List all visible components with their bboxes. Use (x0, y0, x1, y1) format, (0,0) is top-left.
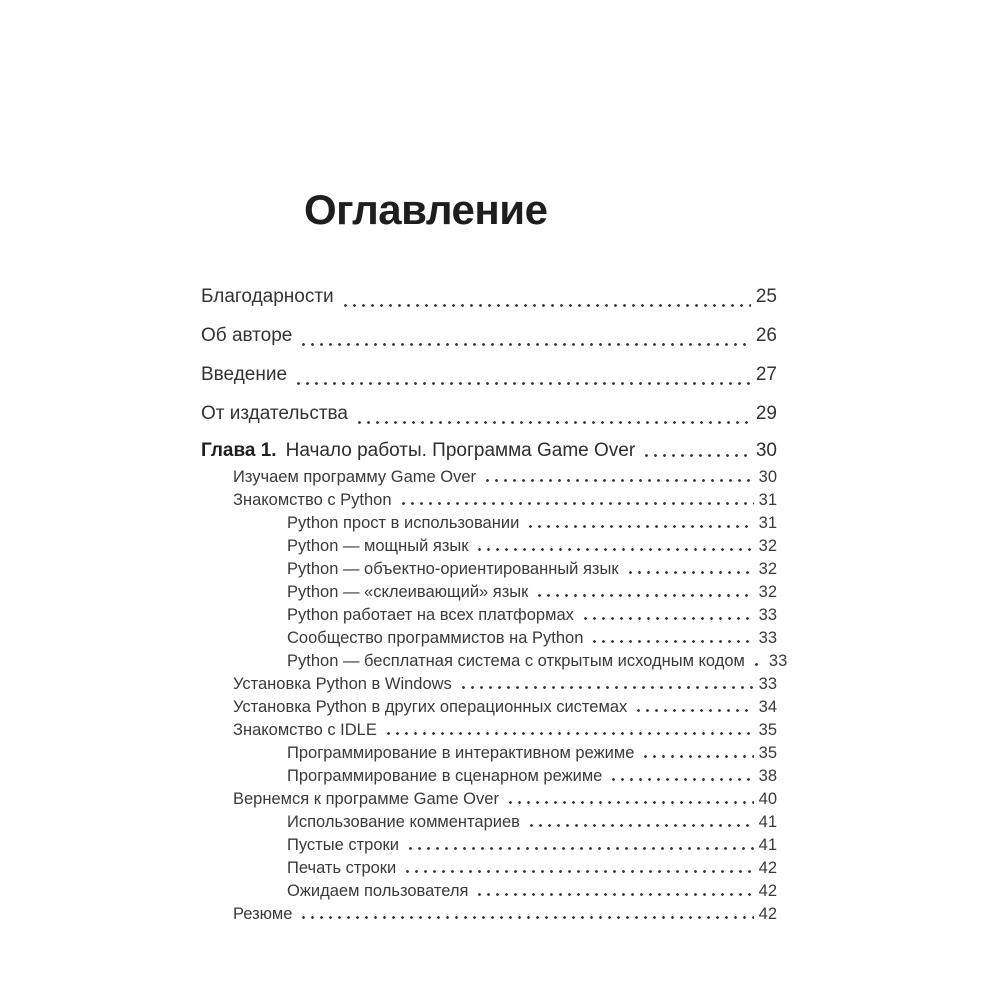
toc-entry-label: Сообщество программистов на Python (287, 629, 584, 647)
toc-entry-label: Установка Python в других операционных системах (233, 698, 628, 716)
toc-entry (201, 604, 777, 627)
toc-entry (201, 765, 777, 788)
toc-entry (201, 742, 777, 765)
toc-entry (201, 466, 777, 489)
toc-entry-page: 35 (758, 721, 777, 739)
dot-leader (752, 650, 764, 673)
toc-entry-label: Python — бесплатная система с открытым исходным кодом (287, 652, 745, 670)
toc-entry-label: Резюме (233, 905, 293, 923)
dot-leader (384, 719, 754, 742)
toc-chapter-heading (201, 436, 777, 466)
dot-leader (609, 765, 753, 788)
toc-entry-label: Знакомство с Python (233, 491, 392, 509)
toc-entry-page: 41 (758, 813, 777, 831)
toc-entry (201, 512, 777, 535)
toc-entry (201, 650, 788, 673)
toc-entry (201, 903, 777, 926)
toc-entry-page: 38 (758, 767, 777, 785)
dot-leader (299, 903, 753, 926)
toc-entry-label: Введение (201, 363, 288, 385)
dot-leader (634, 696, 753, 719)
dot-leader (506, 788, 754, 811)
toc-entry-label: Python работает на всех платформах (287, 606, 574, 624)
toc-entry-label: Программирование в интерактивном режиме (287, 744, 635, 762)
toc-entry-label: Пустые строки (287, 836, 399, 854)
toc-entry-page: 30 (755, 440, 777, 461)
toc-entry-page: 30 (758, 468, 777, 486)
dot-leader (526, 512, 753, 535)
toc-entry-page: 29 (755, 402, 777, 424)
toc-entry-label: Python — мощный язык (287, 537, 469, 555)
dot-leader (642, 436, 751, 466)
dot-leader (406, 834, 754, 857)
toc-entry-label: Использование комментариев (287, 813, 520, 831)
toc-entry-page: 40 (758, 790, 777, 808)
toc-entry (201, 316, 777, 355)
dot-leader (475, 535, 753, 558)
dot-leader (459, 673, 754, 696)
toc-entry-label: Установка Python в Windows (233, 675, 452, 693)
toc-entry-label: Python — «склеивающий» язык (287, 583, 529, 601)
toc-entry-label: Об авторе (201, 324, 293, 346)
toc-entry (201, 394, 777, 433)
toc-entry-page: 34 (758, 698, 777, 716)
dot-leader (403, 857, 753, 880)
toc-entry (201, 277, 777, 316)
toc-entry (201, 857, 777, 880)
toc-entry (201, 696, 777, 719)
dot-leader (590, 627, 753, 650)
page-title: Оглавление (304, 186, 548, 233)
toc-entry-label: Ожидаем пользователя (287, 882, 469, 900)
toc-entry-page: 42 (758, 905, 777, 923)
dot-leader (355, 394, 751, 433)
toc-entry (201, 627, 777, 650)
toc-entry-page: 31 (758, 491, 777, 509)
toc-entry-page: 25 (755, 285, 777, 307)
toc-entry (201, 558, 777, 581)
toc-entry-page: 32 (758, 537, 777, 555)
toc-entry-label: Изучаем программу Game Over (233, 468, 477, 486)
toc-entry (201, 811, 777, 834)
dot-leader (581, 604, 754, 627)
dot-leader (527, 811, 754, 834)
toc-entry (201, 355, 777, 394)
toc-entry-label: От издательства (201, 402, 348, 424)
toc-entry-label: Программирование в сценарном режиме (287, 767, 603, 785)
toc-entry (201, 489, 777, 512)
toc-entry-page: 42 (758, 859, 777, 877)
toc-entry-page: 35 (758, 744, 777, 762)
dot-leader (626, 558, 754, 581)
dot-leader (299, 316, 750, 355)
toc-entry-label: Печать строки (287, 859, 397, 877)
toc-entry (201, 788, 777, 811)
dot-leader (475, 880, 753, 903)
chapter-number-label: Глава 1. (201, 440, 277, 461)
toc-entry-page: 27 (755, 363, 777, 385)
toc-entry-page: 26 (755, 324, 777, 346)
toc-entry (201, 535, 777, 558)
toc-entry-page: 41 (758, 836, 777, 854)
chapter-title-label: Начало работы. Программа Game Over (285, 440, 636, 461)
toc-entry-page: 33 (758, 629, 777, 647)
dot-leader (399, 489, 754, 512)
toc-entry-page: 33 (768, 652, 788, 670)
toc-entry (201, 834, 777, 857)
toc-entry-page: 32 (758, 560, 777, 578)
toc-entry (201, 719, 777, 742)
dot-leader (535, 581, 753, 604)
toc-entry-label: Вернемся к программе Game Over (233, 790, 499, 808)
toc-entry-page: 32 (758, 583, 777, 601)
toc-entry (201, 581, 777, 604)
dot-leader (341, 277, 751, 316)
toc-entry-label: Благодарности (201, 285, 334, 307)
toc-entry-page: 42 (758, 882, 777, 900)
toc-entry (201, 880, 777, 903)
toc-entry-label: Python прост в использовании (287, 514, 520, 532)
toc-list (201, 277, 788, 926)
toc-entry-label: Знакомство с IDLE (233, 721, 377, 739)
toc-entry-page: 33 (758, 606, 777, 624)
dot-leader (483, 466, 754, 489)
toc-entry (201, 673, 777, 696)
toc-entry-label: Python — объектно-ориентированный язык (287, 560, 619, 578)
toc-entry-page: 31 (758, 514, 777, 532)
toc-entry-page: 33 (758, 675, 777, 693)
dot-leader (641, 742, 753, 765)
dot-leader (294, 355, 751, 394)
